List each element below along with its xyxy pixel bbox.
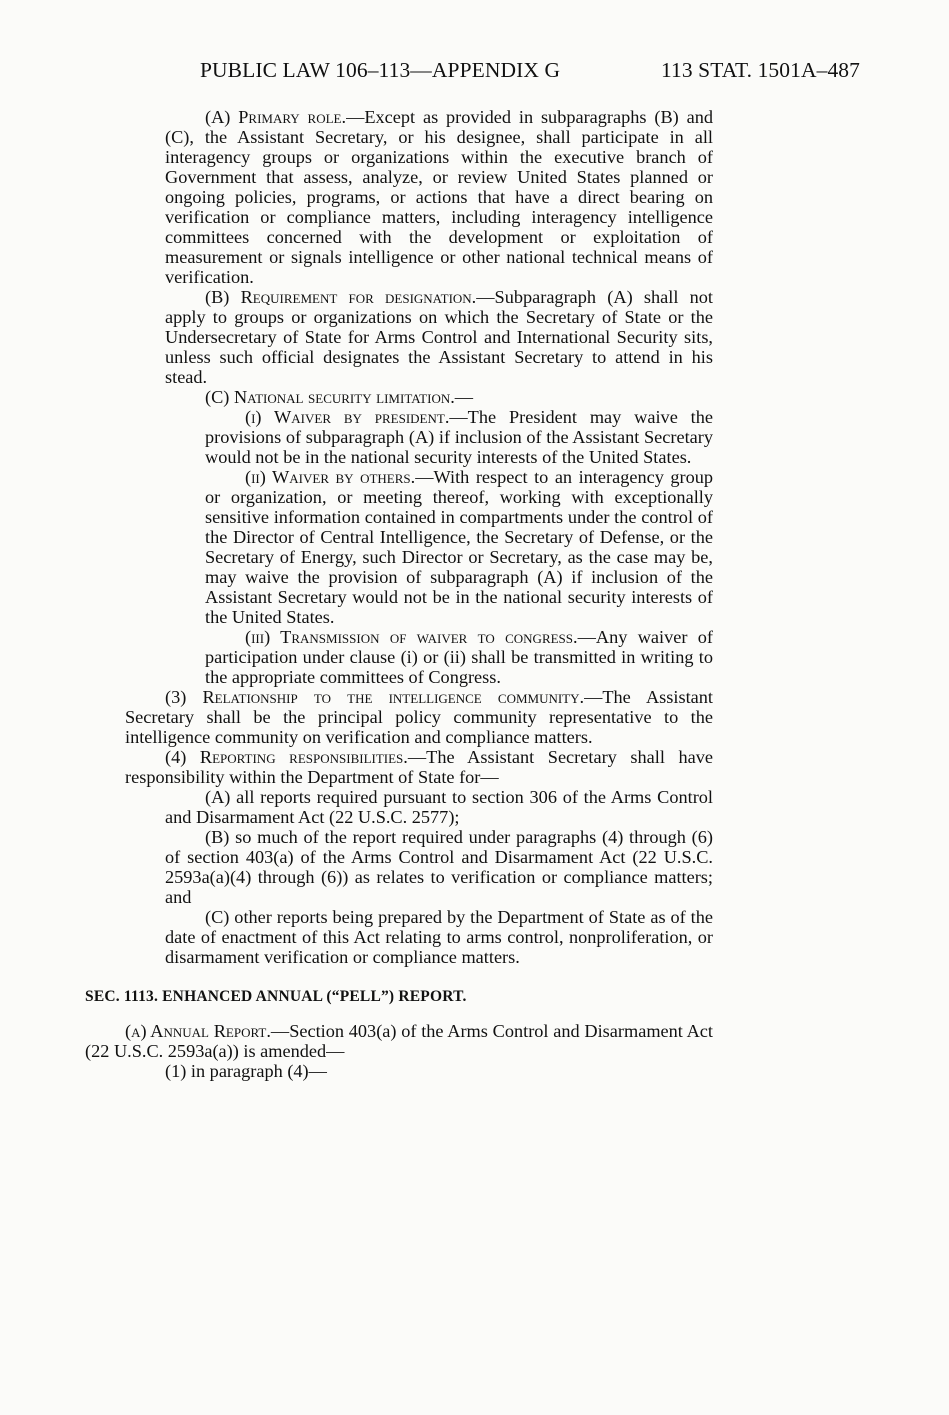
header-law-title: PUBLIC LAW 106–113—APPENDIX G	[200, 58, 561, 82]
paragraph-text: —The Assistant Secretary shall be the principal policy community representative to the intelligence community on verification and compliance matters.	[125, 687, 713, 747]
reporting-item-c: (C) other reports being prepared by the Department of State as of the date of enactment of this Act relating to arms control, nonproliferation, or disarmament verification or compliance matters.	[165, 907, 713, 967]
subsection-a-annual-report	[85, 1021, 713, 1061]
paragraph-a-primary-role	[165, 107, 713, 287]
paragraph-c-national-security	[165, 387, 713, 407]
clause-text: —With respect to an interagency group or organization, or meeting thereof, working with exceptionally sensitive information contained in compartments under the control of the Director of Central Intelligence, the Secretary of Defense, or the Secretary of Energy, such Director or Secretary, as the case may be, may waive the provision of subparagraph (A) if inclusion of the Assistant Secretary would not be in the national security interests of the United States.	[205, 467, 714, 627]
paragraph-4-reporting	[125, 747, 713, 787]
reporting-item-a: (A) all reports required pursuant to section 306 of the Arms Control and Disarmament Act (22 U.S.C. 2577);	[165, 787, 713, 827]
subsection-text: —Section 403(a) of the Arms Control and Disarmament Act (22 U.S.C. 2593a(a)) is amended—	[85, 1021, 714, 1061]
paragraph-text: —The Assistant Secretary shall have responsibility within the Department of State for—	[125, 747, 713, 787]
clause-text: —Any waiver of participation under clause (i) or (ii) shall be transmitted in writing to the appropriate committees of Congress.	[205, 627, 714, 687]
paragraph-heading: (4) Reporting responsibilities.	[165, 747, 408, 767]
paragraph-text: —Subparagraph (A) shall not apply to groups or organizations on which the Secretary of State or the Undersecretary of State for Arms Control and International Security sits, unless such official designates the Assistant Secretary to attend in his stead.	[165, 287, 713, 387]
subsection-item-1: (1) in paragraph (4)—	[165, 1061, 327, 1081]
paragraph-heading: (B) Requirement for designation.	[205, 287, 477, 307]
paragraph-text: —	[454, 387, 474, 407]
clause-heading: (iii) Transmission of waiver to congress.	[245, 627, 578, 647]
clause-heading: (ii) Waiver by others.	[245, 467, 416, 487]
paragraph-heading: (A) Primary role.	[205, 107, 347, 127]
section-heading: SEC. 1113. ENHANCED ANNUAL (“PELL”) REPORT.	[85, 988, 467, 1005]
subsection-heading: (a) Annual Report.	[125, 1021, 271, 1041]
clause-text: —The President may waive the provisions of subparagraph (A) if inclusion of the Assistant Secretary would not be in the national security interests of the United States.	[205, 407, 713, 467]
paragraph-heading: (3) Relationship to the intelligence community.	[165, 687, 585, 707]
paragraph-text: —Except as provided in subparagraphs (B) and (C), the Assistant Secretary, or his designee, shall participate in all interagency groups or organizations within the executive branch of Government that assess, analyze, or review United States planned or ongoing policies, programs, or actions that have a direct bearing on verification or compliance matters, including interagency intelligence committees concerned with the development or exploitation of measurement or signals intelligence or other national technical means of verification.	[165, 107, 713, 287]
paragraph-b-requirement	[165, 287, 713, 387]
clause-i-waiver-president	[205, 407, 713, 467]
reporting-item-b: (B) so much of the report required under paragraphs (4) through (6) of section 403(a) of the Arms Control and Disarmament Act (22 U.S.C. 2593a(a)(4) through (6)) as relates to verification or compliance matters; and	[165, 827, 713, 907]
header-stat-citation: 113 STAT. 1501A–487	[660, 58, 860, 82]
paragraph-3-relationship	[125, 687, 713, 747]
clause-iii-transmission	[205, 627, 713, 687]
clause-heading: (i) Waiver by president.	[245, 407, 450, 427]
clause-ii-waiver-others	[205, 467, 713, 627]
paragraph-heading: (C) National security limitation.	[205, 387, 455, 407]
document-body	[85, 107, 713, 1081]
